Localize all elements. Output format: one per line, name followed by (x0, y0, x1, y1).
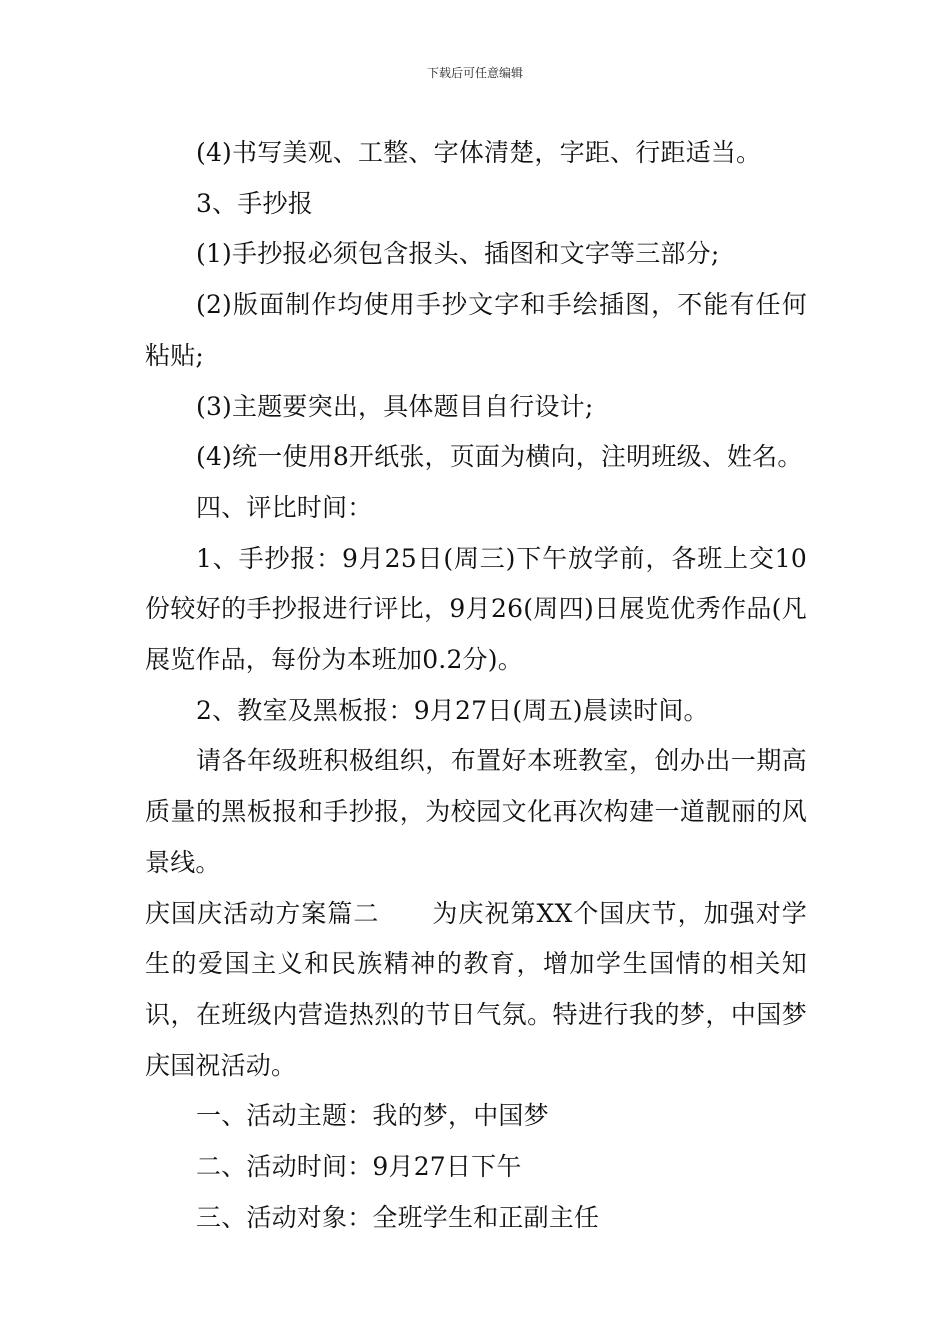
paragraph-classroom-schedule: 2、教室及黑板报：9月27日(周五)晨读时间。 (196, 695, 709, 725)
paragraph-closing: 请各年级班积极组织，布置好本班教室，创办出一期高质量的黑板报和手抄报，为校园文化再次构建一道靓丽的风景线。 (145, 746, 807, 877)
paragraph-evaluation-time-heading: 四、评比时间： (196, 492, 373, 522)
page-header: 下载后可任意编辑 (426, 66, 523, 80)
paragraph-paper-size: (4)统一使用8开纸张，页面为横向，注明班级、姓名。 (196, 442, 803, 472)
item-activity-theme: 一、活动主题：我的梦，中国梦 (196, 1101, 549, 1131)
section-two-intro: 为庆祝第XX个国庆节，加强对学生的爱国主义和民族精神的教育，增加学生国情的相关知识，在班级内营造热烈的节日气氛。特进行我的梦，中国梦庆国祝活动。 (145, 898, 807, 1080)
paragraph-newspaper-schedule: 1、手抄报：9月25日(周三)下午放学前，各班上交10份较好的手抄报进行评比，9月26(周四)日展览优秀作品(凡展览作品，每份为本班加0.2分)。 (145, 543, 807, 675)
paragraph-no-pasting: (2)版面制作均使用手抄文字和手绘插图，不能有任何粘贴; (145, 290, 807, 370)
section-two-paragraph (145, 889, 807, 1092)
paragraph-handwritten-newspaper-heading: 3、手抄报 (196, 188, 313, 218)
item-activity-participants: 三、活动对象：全班学生和正副主任 (196, 1202, 600, 1232)
document-body (145, 128, 807, 1243)
paragraph-newspaper-parts: (1)手抄报必须包含报头、插图和文字等三部分; (196, 239, 720, 269)
item-activity-time: 二、活动时间：9月27日下午 (196, 1152, 522, 1182)
section-two-heading: 庆国庆活动方案篇二 (145, 898, 380, 928)
paragraph-handwriting-neatness: (4)书写美观、工整、字体清楚，字距、行距适当。 (196, 138, 762, 167)
paragraph-theme: (3)主题要突出，具体题目自行设计; (196, 391, 594, 421)
